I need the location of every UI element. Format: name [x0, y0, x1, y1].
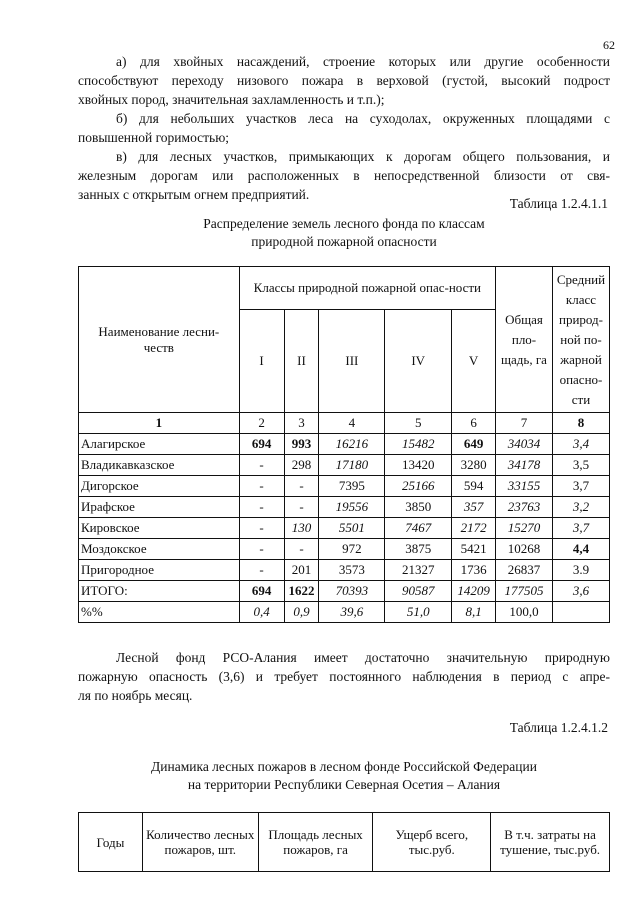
forestry-name-cell: ИТОГО:: [79, 581, 240, 602]
header-class: IV: [385, 310, 452, 413]
forestry-name-cell: Дигорское: [79, 476, 240, 497]
text-line: повышенной горимостью;: [78, 130, 230, 145]
table-row: [79, 602, 610, 623]
table-cell: [552, 602, 609, 623]
table1-title-line: Распределение земель лесного фонда по классам: [203, 216, 485, 231]
table-cell: 5501: [319, 518, 385, 539]
table2-title-line: Динамика лесных пожаров в лесном фонде Российской Федерации: [151, 759, 537, 774]
table-cell: 90587: [385, 581, 452, 602]
table-cell: 3,7: [552, 476, 609, 497]
header-extinguishing-costs: В т.ч. затраты на тушение, тыс.руб.: [491, 813, 610, 872]
header-class: III: [319, 310, 385, 413]
table-cell: 34178: [496, 455, 553, 476]
table-cell: -: [239, 455, 284, 476]
table-cell: 1622: [284, 581, 319, 602]
table-cell: 357: [452, 497, 496, 518]
table1-title-line: природной пожарной опасности: [251, 234, 437, 249]
column-number: 7: [496, 413, 553, 434]
column-number: 6: [452, 413, 496, 434]
table-row: [79, 497, 610, 518]
table2-title: [78, 758, 610, 794]
table-cell: -: [239, 560, 284, 581]
table-cell: 694: [239, 581, 284, 602]
table-cell: 15270: [496, 518, 553, 539]
paragraph-summary: [78, 648, 610, 705]
paragraph-b: [78, 109, 610, 147]
paragraph-a: [78, 52, 610, 109]
table-cell: 8,1: [452, 602, 496, 623]
table-cell: -: [284, 497, 319, 518]
table-cell: 23763: [496, 497, 553, 518]
column-number: 4: [319, 413, 385, 434]
table-cell: 3,6: [552, 581, 609, 602]
table-cell: -: [239, 539, 284, 560]
table-cell: 177505: [496, 581, 553, 602]
table-cell: 15482: [385, 434, 452, 455]
table-row: [79, 560, 610, 581]
table-cell: 7467: [385, 518, 452, 539]
text-line: хвойных пород, значительная захламленность и т.п.);: [78, 92, 385, 107]
table-cell: 649: [452, 434, 496, 455]
forest-fires-dynamics-table: [78, 812, 610, 872]
table-cell: 298: [284, 455, 319, 476]
table-cell: 5421: [452, 539, 496, 560]
table-cell: 17180: [319, 455, 385, 476]
header-fire-count: Количество лесных пожаров, шт.: [142, 813, 258, 872]
table1-body: [79, 434, 610, 623]
table-cell: 21327: [385, 560, 452, 581]
column-number: 2: [239, 413, 284, 434]
header-fire-area: Площадь лесных пожаров, га: [258, 813, 373, 872]
table-cell: 10268: [496, 539, 553, 560]
column-number: 3: [284, 413, 319, 434]
forestry-name-cell: %%: [79, 602, 240, 623]
text-line: Лесной фонд РСО-Алания имеет достаточно значительную природную: [116, 650, 610, 665]
column-number: 8: [552, 413, 609, 434]
header-total-area: Общая пло-щадь, га: [496, 267, 553, 413]
table-cell: 3,4: [552, 434, 609, 455]
table-cell: 3573: [319, 560, 385, 581]
text-line: способствуют переходу низового пожара в верховой (густой, высокий подрост: [78, 73, 610, 88]
table-row: [79, 476, 610, 497]
table-cell: 33155: [496, 476, 553, 497]
header-class: V: [452, 310, 496, 413]
table-cell: -: [239, 476, 284, 497]
table-cell: 70393: [319, 581, 385, 602]
header-avg-class: Средний класс природ-ной по-жарной опасно-сти: [552, 267, 609, 413]
table-cell: 694: [239, 434, 284, 455]
text-line: в) для лесных участков, примыкающих к дорогам общего пользования, и: [116, 149, 610, 164]
forestry-name-cell: Кировское: [79, 518, 240, 539]
table2-label: Таблица 1.2.4.1.2: [509, 720, 608, 735]
table-cell: -: [239, 518, 284, 539]
table-cell: 16216: [319, 434, 385, 455]
table-cell: 34034: [496, 434, 553, 455]
table-cell: 130: [284, 518, 319, 539]
text-line: железным дорогам или расположенных в непосредственной близости от свя-: [78, 168, 610, 183]
table-cell: -: [239, 497, 284, 518]
table-cell: 0,9: [284, 602, 319, 623]
table2-title-line: на территории Республики Северная Осетия – Алания: [187, 777, 501, 792]
forestry-name-cell: Моздокское: [79, 539, 240, 560]
forestry-name-cell: Владикавказское: [79, 455, 240, 476]
table-cell: 2172: [452, 518, 496, 539]
table-cell: 3,2: [552, 497, 609, 518]
table-row: [79, 581, 610, 602]
text-line: б) для небольших участков леса на суходолах, окруженных площадями с: [116, 111, 610, 126]
fire-danger-table: [78, 266, 610, 623]
table-cell: 4,4: [552, 539, 609, 560]
header-damage: Ущерб всего, тыс.руб.: [373, 813, 491, 872]
table1-title: [78, 215, 610, 251]
column-number: 1: [79, 413, 240, 434]
text-line: занных с открытым огнем предприятий.: [78, 187, 310, 202]
table-row: [79, 518, 610, 539]
table-cell: 25166: [385, 476, 452, 497]
table-cell: -: [284, 476, 319, 497]
table-cell: 19556: [319, 497, 385, 518]
table1-label: Таблица 1.2.4.1.1: [509, 196, 608, 211]
forestry-name-cell: Алагирское: [79, 434, 240, 455]
header-class: I: [239, 310, 284, 413]
text-line: а) для хвойных насаждений, строение которых или другие особенности: [116, 54, 610, 69]
table-cell: 594: [452, 476, 496, 497]
forestry-name-cell: Ирафское: [79, 497, 240, 518]
table-cell: 972: [319, 539, 385, 560]
table-cell: 13420: [385, 455, 452, 476]
table-cell: -: [284, 539, 319, 560]
header-years: Годы: [79, 813, 143, 872]
table-cell: 3,5: [552, 455, 609, 476]
header-class: II: [284, 310, 319, 413]
table-cell: 3.9: [552, 560, 609, 581]
table-cell: 100,0: [496, 602, 553, 623]
text-line: ля по ноябрь месяц.: [78, 688, 193, 703]
table-cell: 993: [284, 434, 319, 455]
header-name: Наименование лесни-честв: [79, 267, 240, 413]
text-line: пожарную опасность (3,6) и требует постоянного наблюдения в период с апре-: [78, 669, 610, 684]
table-cell: 26837: [496, 560, 553, 581]
table-cell: 201: [284, 560, 319, 581]
header-classes-group: Классы природной пожарной опас-ности: [239, 267, 495, 310]
table-row: [79, 455, 610, 476]
table-cell: 39,6: [319, 602, 385, 623]
table-cell: 0,4: [239, 602, 284, 623]
forestry-name-cell: Пригородное: [79, 560, 240, 581]
table-cell: 3875: [385, 539, 452, 560]
table-row: [79, 539, 610, 560]
table-cell: 14209: [452, 581, 496, 602]
column-number: 5: [385, 413, 452, 434]
table-cell: 3,7: [552, 518, 609, 539]
table-cell: 3280: [452, 455, 496, 476]
table-row: [79, 434, 610, 455]
table-cell: 3850: [385, 497, 452, 518]
page-number: 62: [603, 38, 615, 52]
table-cell: 1736: [452, 560, 496, 581]
table-cell: 51,0: [385, 602, 452, 623]
column-number-row: [79, 413, 610, 434]
table-cell: 7395: [319, 476, 385, 497]
